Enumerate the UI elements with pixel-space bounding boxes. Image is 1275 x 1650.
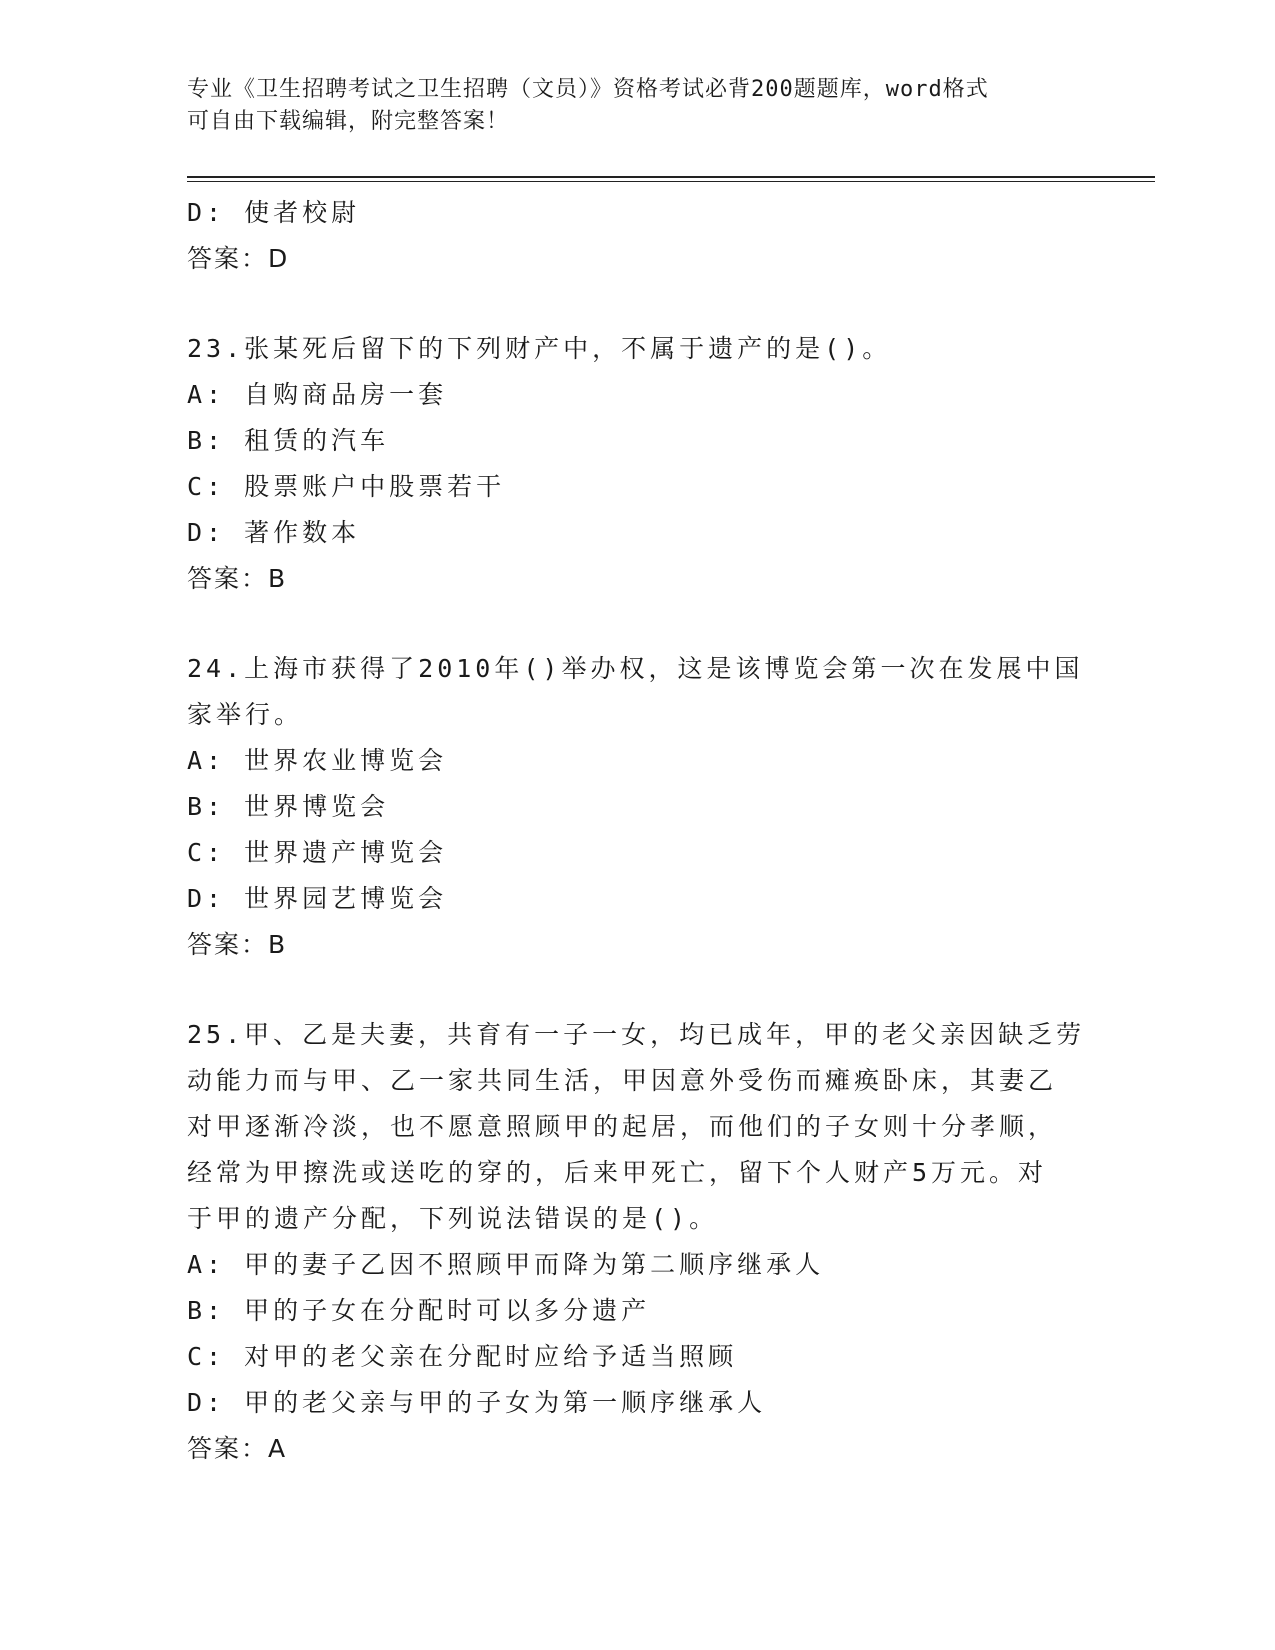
question-stem: 23.张某死后留下的下列财产中，不属于遗产的是()。 [187,334,892,363]
answer-label: 答案：A [187,1434,288,1463]
question-stem-line-1: 24.上海市获得了2010年()举办权，这是该博览会第一次在发展中国 [187,654,1084,683]
answer-label: 答案：D [187,244,290,273]
question-stem-line-1: 25.甲、乙是夫妻，共育有一子一女，均已成年，甲的老父亲因缺乏劳 [187,1020,1086,1049]
option-d: D: 使者校尉 [187,198,361,227]
document-header [187,74,1087,138]
option-a: A: 世界农业博览会 [187,746,448,775]
option-d: D: 著作数本 [187,518,361,547]
option-c: C: 世界遗产博览会 [187,838,448,867]
option-b: B: 甲的子女在分配时可以多分遗产 [187,1296,651,1325]
option-a: A: 甲的妻子乙因不照顾甲而降为第二顺序继承人 [187,1250,825,1279]
question-stem-line-2: 动能力而与甲、乙一家共同生活，甲因意外受伤而瘫痪卧床，其妻乙 [187,1066,1058,1095]
question-stem-line-4: 经常为甲擦洗或送吃的穿的，后来甲死亡，留下个人财产5万元。对 [187,1158,1048,1187]
option-a: A: 自购商品房一套 [187,380,448,409]
question-block-24 [187,646,1087,968]
header-divider-thick [187,176,1155,178]
header-divider-thin [187,181,1155,182]
header-line-2: 可自由下载编辑，附完整答案！ [187,109,510,134]
question-stem-line-5: 于甲的遗产分配，下列说法错误的是()。 [187,1204,719,1233]
answer-label: 答案：B [187,564,288,593]
option-b: B: 世界博览会 [187,792,390,821]
question-block-25 [187,1012,1087,1472]
option-d: D: 世界园艺博览会 [187,884,448,913]
question-stem-line-2: 家举行。 [187,700,304,729]
option-b: B: 租赁的汽车 [187,426,390,455]
question-block-23 [187,326,1087,602]
option-d: D: 甲的老父亲与甲的子女为第一顺序继承人 [187,1388,767,1417]
option-c: C: 对甲的老父亲在分配时应给予适当照顾 [187,1342,738,1371]
question-block-previous [187,190,1087,282]
header-line-1: 专业《卫生招聘考试之卫生招聘（文员）》资格考试必背200题题库，word格式 [187,77,989,102]
question-stem-line-3: 对甲逐渐冷淡，也不愿意照顾甲的起居，而他们的子女则十分孝顺， [187,1112,1058,1141]
question-content [187,190,1087,1472]
answer-label: 答案：B [187,930,288,959]
option-c: C: 股票账户中股票若干 [187,472,506,501]
